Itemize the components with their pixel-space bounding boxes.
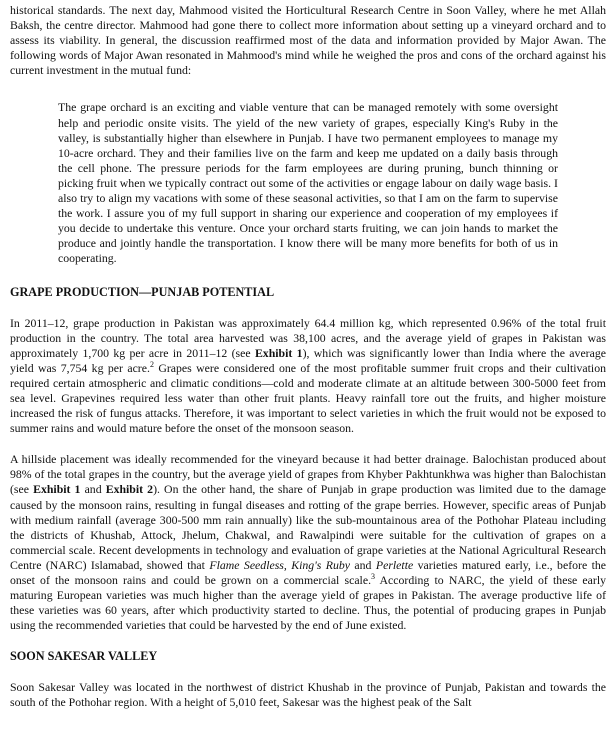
exhibit-1-reference: Exhibit 1 bbox=[33, 482, 81, 497]
hillside-paragraph bbox=[10, 452, 606, 633]
exhibit-1-reference: Exhibit 1 bbox=[254, 345, 303, 360]
text-segment: A hillside placement was ideally recommended for the vineyard because it had better drainage. Balochistan produced about 98% of the total grapes in the country, but the average yield of grapes from Khyber Pakhtunkhwa was higher than Balochistan (see bbox=[10, 452, 606, 497]
grape-production-paragraph bbox=[10, 316, 606, 437]
text-segment: In 2011–12, grape production in Pakistan was approximately 64.4 million kg, which represented 0.96% of the total fruit production in the country. The total area harvested was 38,100 acres, and the average yield of grapes in Pakistan was approximately 1,700 kg per acre in 2011–12 (see bbox=[10, 315, 606, 360]
text-segment: ), which was significantly lower than India where the average yield was 7,754 kg per acre. bbox=[10, 345, 606, 375]
soon-sakesar-paragraph: Soon Sakesar Valley was located in the northwest of district Khushab in the province of Punjab, Pakistan and towards the south of the Pothohar region. With a height of 5,010 feet, Sakesar was the highest peak of the Salt bbox=[10, 680, 606, 710]
text-segment: ). On the other hand, the share of Punjab in grape production was limited due to the damage caused by the monsoon rains, resulting in fungal diseases and rotting of the grape berries. However, specific areas of Punjab with medium rainfall (average 300-500 mm rain annually) like the sub-mountainous area of the Pothohar Plateau including the districts of Khushab, Attock, Jhelum, Chakwal, and Rawalpindi were suitable for the cultivation of grapes on a commercial scale. Recent developments in technology and evaluation of grape varieties at the National Agricultural Research Centre (NARC) Islamabad, showed that bbox=[10, 482, 606, 572]
text-segment: Grapes were considered one of the most profitable summer fruit crops and their cultivation required certain atmospheric and climatic conditions—cold and moderate climate at an altitude between 300-5000 feet from sea level. Grapevines required less water than other fruit plants. Heavy rainfall tore out the fruits, and higher moisture increased the risk of fungus attacks. Therefore, it was important to select varieties in which the fruit would not be exposed to summer rains and would mature before the onset of the monsoon season. bbox=[10, 360, 607, 436]
footnote-3-marker: 3 bbox=[371, 572, 376, 582]
variety-name-perlette: Perlette bbox=[375, 557, 414, 572]
block-quote: The grape orchard is an exciting and viable venture that can be managed remotely with some oversight help and periodic onsite visits. The yield of the new variety of grapes, especially King's Ruby in the valley, is substantially higher than elsewhere in Punjab. I have two permanent employees to manage my 10-acre orchard. They and their families live on the farm and keep me updated on a daily basis through the cell phone. The pressure periods for the farm employees are during pruning, bunch thinning or picking fruit when we typically contract out some of the activities or engage labour on daily wage basis. I also try to align my vacations with some of these seasonal activities, so that I am on the farm to supervise the work. I assure you of my full support in sharing our experience and cooperation of my employees if you decide to undertake this venture. Once your orchard starts fruiting, we can join hands to market the produce and jointly handle the transportation. I know there will be many more benefits for both of us in cooperating. bbox=[58, 100, 558, 266]
variety-names: Flame Seedless, King's Ruby bbox=[209, 557, 350, 572]
text-segment: According to NARC, the yield of these early maturing European varieties was much higher than the average yield of grapes in Pakistan. The average productive life of these varieties was 60 years, after which productivity started to decline. Thus, the potential of producing grapes in Punjab using the recommended varieties that could be harvested by the end of June existed. bbox=[10, 573, 607, 633]
exhibit-2-reference: Exhibit 2 bbox=[105, 482, 154, 497]
footnote-2-marker: 2 bbox=[149, 359, 154, 369]
text-segment: and bbox=[80, 482, 106, 497]
text-segment: and bbox=[349, 557, 376, 572]
section-heading-grape-production: GRAPE PRODUCTION—PUNJAB POTENTIAL bbox=[10, 284, 275, 299]
section-heading-soon-sakesar: SOON SAKESAR VALLEY bbox=[10, 649, 158, 664]
text-segment: varieties matured early, i.e., before the onset of the monsoon rains and could be grown on a commercial scale. bbox=[10, 557, 607, 587]
intro-paragraph: historical standards. The next day, Mahmood visited the Horticultural Research Centre in Soon Valley, where he met Allah Baksh, the centre director. Mahmood had gone there to collect more information about setting up a vineyard orchard and to assess its viability. In general, the discussion reaffirmed most of the data and information provided by Major Awan. The following words of Major Awan resonated in Mahmood's mind while he weighed the pros and cons of the orchard against his current investment in the mutual fund: bbox=[10, 3, 606, 78]
